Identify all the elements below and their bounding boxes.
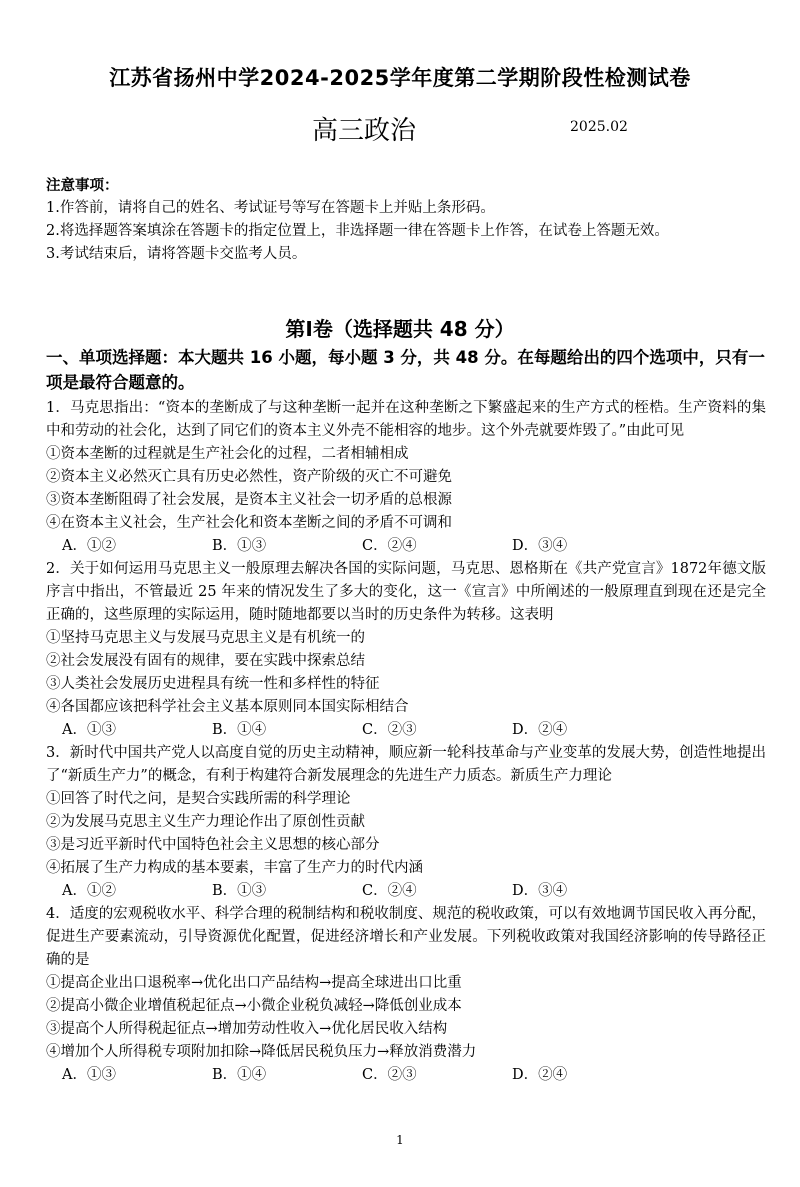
option-c: C．②③	[362, 1067, 417, 1083]
question-stem: 2．关于如何运用马克思主义一般原理去解决各国的实际问题，马克思、恩格斯在《共产党宣言》1872年德文版序言中指出，不管最近 25 年来的情况发生了多大的变化，这一《宣言》中所阐述的一般原理直到现在还是完全正确的，这些原理的实际运用，随时随地都要以当时的历史条件为转移。这表明	[46, 561, 766, 623]
question-4	[46, 903, 766, 1087]
statement: ②社会发展没有固有的规律，要在实践中探索总结	[46, 653, 365, 669]
option-c: C．②④	[362, 883, 417, 899]
question-1	[46, 397, 766, 558]
answer-options	[46, 880, 766, 903]
answer-options	[46, 535, 766, 558]
statement: ①提高企业出口退税率→优化出口产品结构→提高全球进出口比重	[46, 975, 462, 991]
option-a: A．①②	[62, 538, 116, 554]
statement: ①回答了时代之问，是契合实践所需的科学理论	[46, 791, 351, 807]
statement: ④各国都应该把科学社会主义基本原则同本国实际相结合	[46, 699, 409, 715]
question-3	[46, 742, 766, 903]
option-a: A．①③	[62, 722, 116, 738]
statement: ④增加个人所得税专项附加扣除→降低居民税负压力→释放消费潜力	[46, 1044, 477, 1060]
statement: ②资本主义必然灭亡具有历史必然性，资产阶级的灭亡不可避免	[46, 469, 452, 485]
notice-item: 2.将选择题答案填涂在答题卡的指定位置上，非选择题一律在答题卡上作答，在试卷上答题无效。	[46, 223, 669, 239]
statement: ④在资本主义社会，生产社会化和资本垄断之间的矛盾不可调和	[46, 515, 452, 531]
answer-options	[46, 1064, 766, 1087]
option-b: B．①④	[212, 1067, 267, 1083]
question-stem: 1．马克思指出：“资本的垄断成了与这种垄断一起并在这种垄断之下繁盛起来的生产方式的桎梏。生产资料的集中和劳动的社会化，达到了同它们的资本主义外壳不能相容的地步。这个外壳就要炸毁了。”由此可见	[46, 400, 766, 439]
option-a: A．①②	[62, 883, 116, 899]
subject-title: 高三政治	[312, 116, 417, 146]
option-b: B．①③	[212, 538, 267, 554]
exam-date: 2025.02	[570, 119, 628, 135]
part-heading: 一、单项选择题：本大题共 16 小题，每小题 3 分，共 48 分。在每题给出的四个选项中，只有一项是最符合题意的。	[46, 348, 765, 392]
section-title: 第Ⅰ卷（选择题共 48 分）	[285, 317, 515, 341]
statement: ④拓展了生产力构成的基本要素，丰富了生产力的时代内涵	[46, 860, 423, 876]
statement: ①资本垄断的过程就是生产社会化的过程，二者相辅相成	[46, 446, 409, 462]
option-c: C．②④	[362, 538, 417, 554]
answer-options	[46, 719, 766, 742]
notice-item: 1.作答前，请将自己的姓名、考试证号等写在答题卡上并贴上条形码。	[46, 200, 495, 216]
question-list	[46, 397, 766, 1087]
statement: ③资本垄断阻碍了社会发展，是资本主义社会一切矛盾的总根源	[46, 492, 452, 508]
option-b: B．①④	[212, 722, 267, 738]
option-d: D．③④	[512, 883, 568, 899]
option-a: A．①③	[62, 1067, 116, 1083]
question-stem: 3．新时代中国共产党人以高度自觉的历史主动精神，顺应新一轮科技革命与产业变革的发展大势，创造性地提出了“新质生产力”的概念，有利于构建符合新发展理念的先进生产力质态。新质生产力理论	[46, 745, 766, 784]
statement: ③人类社会发展历史进程具有统一性和多样性的特征	[46, 676, 380, 692]
page-number: 1	[396, 1133, 404, 1147]
question-2	[46, 558, 766, 742]
exam-title: 江苏省扬州中学2024-2025学年度第二学期阶段性检测试卷	[109, 66, 691, 90]
option-d: D．②④	[512, 1067, 568, 1083]
statement: ①坚持马克思主义与发展马克思主义是有机统一的	[46, 630, 365, 646]
notice-heading: 注意事项：	[46, 177, 119, 194]
notice-block	[46, 174, 766, 266]
option-b: B．①③	[212, 883, 267, 899]
option-d: D．③④	[512, 538, 568, 554]
option-d: D．②④	[512, 722, 568, 738]
statement: ②为发展马克思主义生产力理论作出了原创性贡献	[46, 814, 365, 830]
option-c: C．②③	[362, 722, 417, 738]
notice-item: 3.考试结束后，请将答题卡交监考人员。	[46, 246, 307, 262]
statement: ③提高个人所得税起征点→增加劳动性收入→优化居民收入结构	[46, 1021, 448, 1037]
statement: ②提高小微企业增值税起征点→小微企业税负减轻→降低创业成本	[46, 998, 462, 1014]
statement: ③是习近平新时代中国特色社会主义思想的核心部分	[46, 837, 380, 853]
question-stem: 4．适度的宏观税收水平、科学合理的税制结构和税收制度、规范的税收政策，可以有效地调节国民收入再分配，促进生产要素流动，引导资源优化配置，促进经济增长和产业发展。下列税收政策对我国经济影响的传导路径正确的是	[46, 906, 766, 968]
